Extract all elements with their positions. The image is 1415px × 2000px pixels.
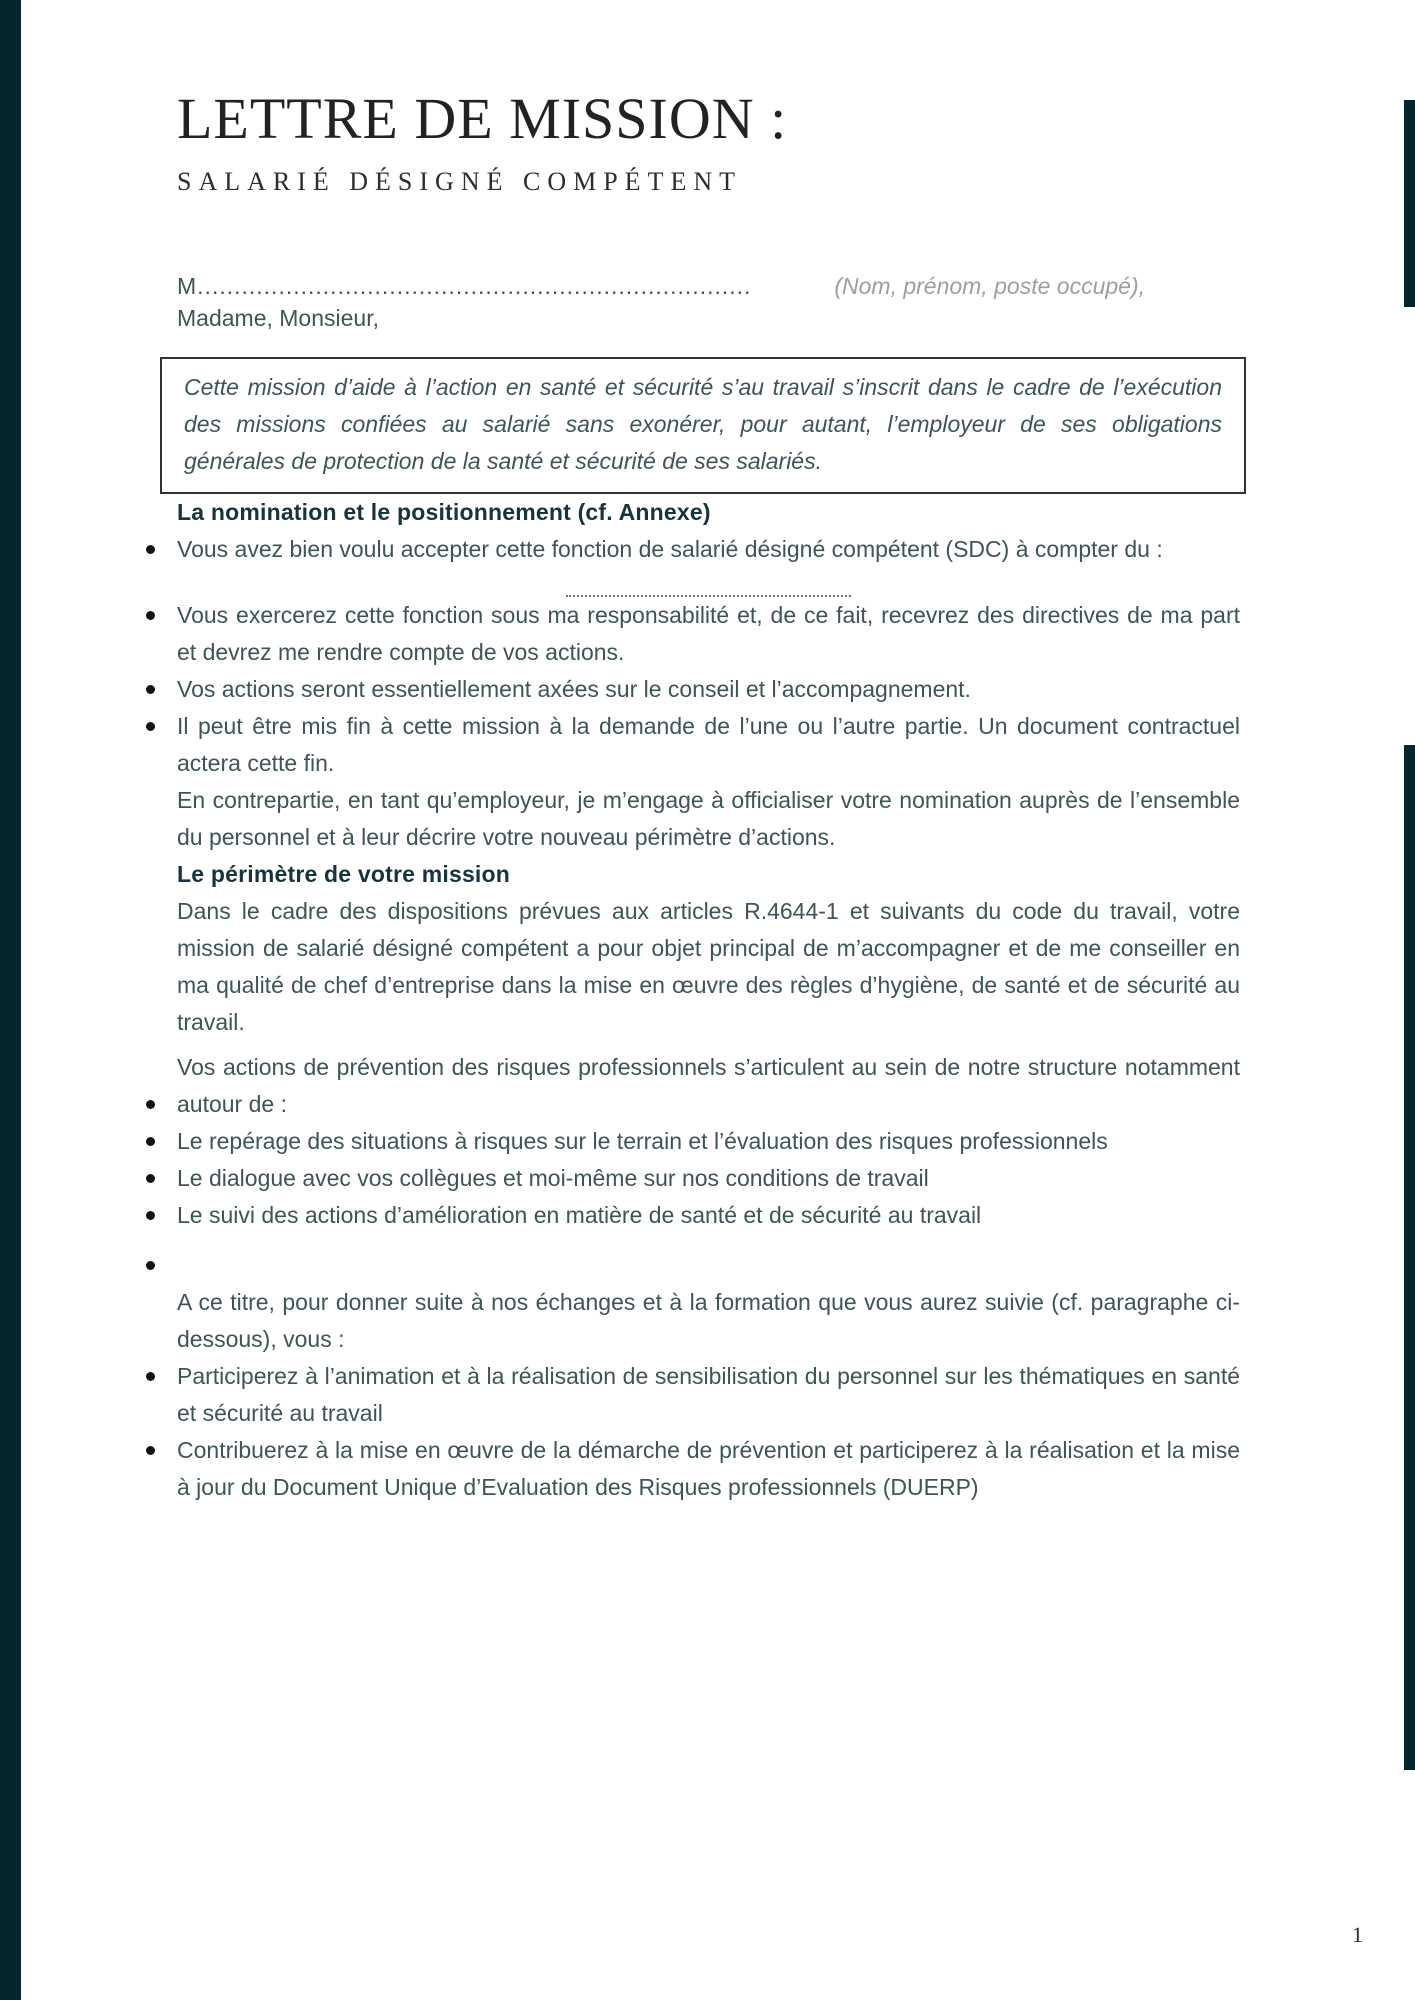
followup-list	[177, 1358, 1240, 1506]
intro-box-text: Cette mission d’aide à l’action en santé et sécurité s’au travail s’inscrit dans le cadre de l’exécution des missions confiées au salarié sans exonérer, pour autant, l’employeur de ses obligations générales de protection de la santé et sécurité de ses salariés.	[184, 373, 1222, 474]
list-item: Contribuerez à la mise en œuvre de la démarche de prévention et participerez à la réalisation et la mise à jour du Document Unique d’Evaluation des Risques professionnels (DUERP)	[177, 1432, 1240, 1506]
nomination-closing: En contrepartie, en tant qu’employeur, je m’engage à officialiser votre nomination auprès de l’ensemble du personnel et à leur décrire votre nouveau périmètre d’actions.	[177, 786, 1240, 850]
list-item: Participerez à l’animation et à la réalisation de sensibilisation du personnel sur les thématiques en santé et sécurité au travail	[177, 1358, 1240, 1432]
list-item: Le repérage des situations à risques sur le terrain et l’évaluation des risques professionnels	[177, 1123, 1240, 1160]
nomination-list-top	[177, 531, 1240, 568]
actions-lead-text: Vos actions de prévention des risques professionnels s’articulent au sein de notre structure notamment autour de :	[177, 1053, 1240, 1117]
perimetre-intro: Dans le cadre des dispositions prévues aux articles R.4644-1 et suivants du code du travail, votre mission de salarié désigné compétent a pour objet principal de m’accompagner et de me conseiller en ma qualité de chef d’entreprise dans la mise en œuvre des règles d’hygiène, de santé et de sécurité au travail.	[177, 897, 1240, 1035]
list-item-empty	[177, 1247, 1240, 1284]
bullet-marker	[146, 1100, 155, 1109]
right-accent-bar-top	[1404, 100, 1415, 307]
intro-box	[160, 357, 1246, 494]
list-item: Le dialogue avec vos collègues et moi-même sur nos conditions de travail	[177, 1160, 1240, 1197]
list-item: Le suivi des actions d’amélioration en matière de santé et de sécurité au travail	[177, 1197, 1240, 1234]
list-item: Vous exercerez cette fonction sous ma responsabilité et, de ce fait, recevrez des directives de ma part et devrez me rendre compte de vos actions.	[177, 597, 1240, 671]
name-hint: (Nom, prénom, poste occupé),	[834, 272, 1145, 299]
list-item: Il peut être mis fin à cette mission à la demande de l’une ou l’autre partie. Un document contractuel actera cette fin.	[177, 708, 1240, 782]
name-fill-line: M...........................................................................	[177, 272, 752, 299]
actions-lead-paragraph	[177, 1049, 1240, 1123]
actions-list	[177, 1123, 1240, 1284]
section-heading-nomination: La nomination et le positionnement (cf. Annexe)	[177, 498, 711, 525]
salutation: Madame, Monsieur,	[177, 304, 379, 331]
page-subtitle: SALARIÉ DÉSIGNÉ COMPÉTENT	[177, 166, 742, 196]
section-heading-perimetre: Le périmètre de votre mission	[177, 860, 511, 887]
list-item: Vous avez bien voulu accepter cette fonction de salarié désigné compétent (SDC) à compter du :	[177, 531, 1240, 568]
followup-lead: A ce titre, pour donner suite à nos échanges et à la formation que vous aurez suivie (cf. paragraphe ci-dessous), vous :	[177, 1288, 1240, 1352]
recipient-row	[177, 273, 1240, 300]
nomination-list-main	[177, 597, 1240, 782]
right-accent-bar-bottom	[1404, 745, 1415, 1770]
page-number: 1	[1352, 1922, 1363, 1947]
list-item: Vos actions seront essentiellement axées sur le conseil et l’accompagnement.	[177, 671, 1240, 708]
page-title: LETTRE DE MISSION :	[177, 86, 788, 151]
left-accent-bar	[0, 0, 21, 2000]
